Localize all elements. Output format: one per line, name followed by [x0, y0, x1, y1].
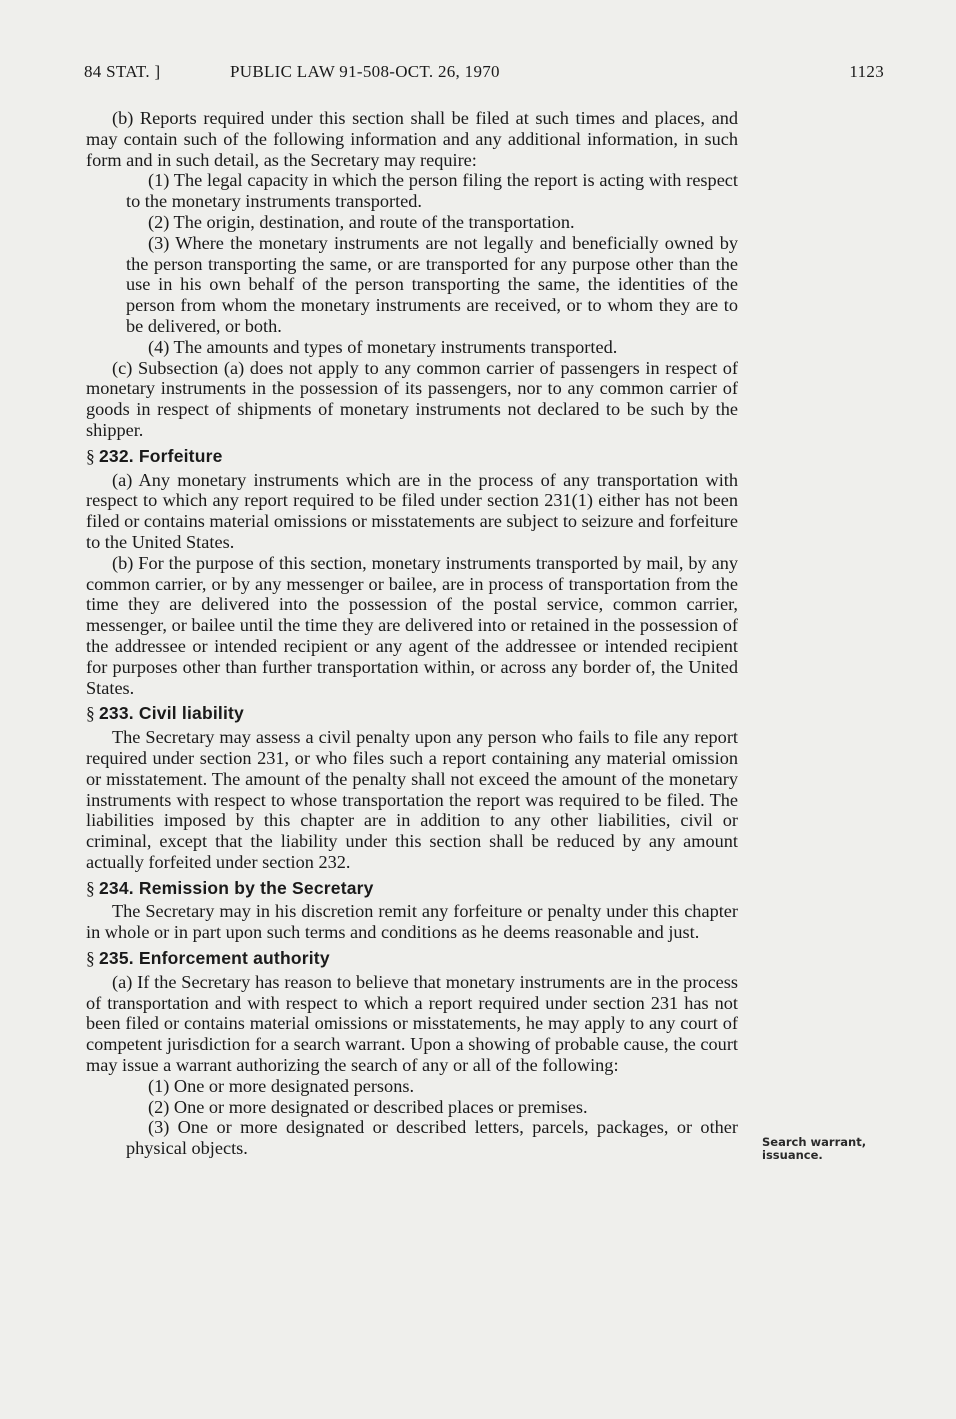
sec231-b3: (3) Where the monetary instruments are not legally and beneficially owned by the person transporting the same, or are transported for any purpose other than the use in his own behalf of the person transporting the same, the identities of the person from whom the monetary instruments are received, or to whom they are to be delivered, or both. — [126, 232, 738, 336]
sec235-a1: (1) One or more designated persons. — [148, 1075, 415, 1096]
sec231-b4: (4) The amounts and types of monetary instruments transported. — [148, 336, 618, 357]
sec232-b: (b) For the purpose of this section, monetary instruments transported by mail, by any common carrier, or by any messenger or bailee, are in process of transportation from the time they are delivered into the possession of the postal service, common carrier, messenger, or bailee until the time they are delivered into or retained in the possession of the addressee or intended recipient or any agent of the addressee or intended recipient for purposes other than further transportation within, or across any border of, the United States. — [86, 552, 738, 698]
sec233-heading: § 233. Civil liability — [86, 703, 244, 724]
page-number: 1123 — [849, 62, 884, 81]
sec232-heading: § 232. Forfeiture — [86, 445, 223, 466]
sec235-heading: § 235. Enforcement authority — [86, 948, 330, 969]
sec234-heading: § 234. Remission by the Secretary — [86, 877, 374, 898]
page-header — [84, 62, 884, 86]
sec231-b2: (2) The origin, destination, and route of the transportation. — [148, 211, 575, 232]
sec232-a: (a) Any monetary instruments which are in the process of any transportation with respect to which any report required to be filed under section 231(1) either has not been filed or contains material omissions or misstatements are subject to seizure and forfeiture to the United States. — [86, 469, 738, 552]
sec235-a3: (3) One or more designated or described letters, parcels, packages, or other physical objects. — [126, 1117, 738, 1159]
sec231-c: (c) Subsection (a) does not apply to any common carrier of passengers in respect of monetary instruments in the possession of its passengers, nor to any common carrier of goods in respect of shipments of monetary instruments not declared to be such by the shipper. — [86, 357, 738, 440]
sec235-a2: (2) One or more designated or described places or premises. — [148, 1096, 588, 1117]
public-law-title: PUBLIC LAW 91-508-OCT. 26, 1970 — [230, 62, 500, 81]
statute-reference: 84 STAT. ] — [84, 62, 161, 81]
sec231-b1: (1) The legal capacity in which the person filing the report is acting with respect to the monetary instruments transported. — [126, 170, 738, 212]
sec233-text: The Secretary may assess a civil penalty upon any person who fails to file any report required under section 231, or who files such a report containing any material omission or misstatement. The amount of the penalty shall not exceed the amount of the monetary instruments with respect to whose transportation the report was required to be filed. The liabilities imposed by this chapter are in addition to any other liabilities, civil or criminal, except that the liability under this section shall be reduced by any amount actually forfeited under section 232. — [86, 727, 738, 872]
page-body — [86, 108, 738, 1159]
sec234-text: The Secretary may in his discretion remit any forfeiture or penalty under this chapter in whole or in part upon such terms and conditions as he deems reasonable and just. — [86, 901, 738, 943]
sec235-a: (a) If the Secretary has reason to believe that monetary instruments are in the process of transportation and with respect to which a report required under section 231 has not been filed or contains material omissions or misstatements, he may apply to any court of competent jurisdiction for a search warrant. Upon a showing of probable cause, the court may issue a warrant authorizing the search of any or all of the following: — [86, 971, 738, 1076]
sec231-b-intro: (b) Reports required under this section shall be filed at such times and places, and may contain such of the following information and any additional information, in such form and in such detail, as the Secretary may require: — [86, 108, 738, 170]
margin-note: Search warrant, issuance. — [762, 1135, 867, 1162]
